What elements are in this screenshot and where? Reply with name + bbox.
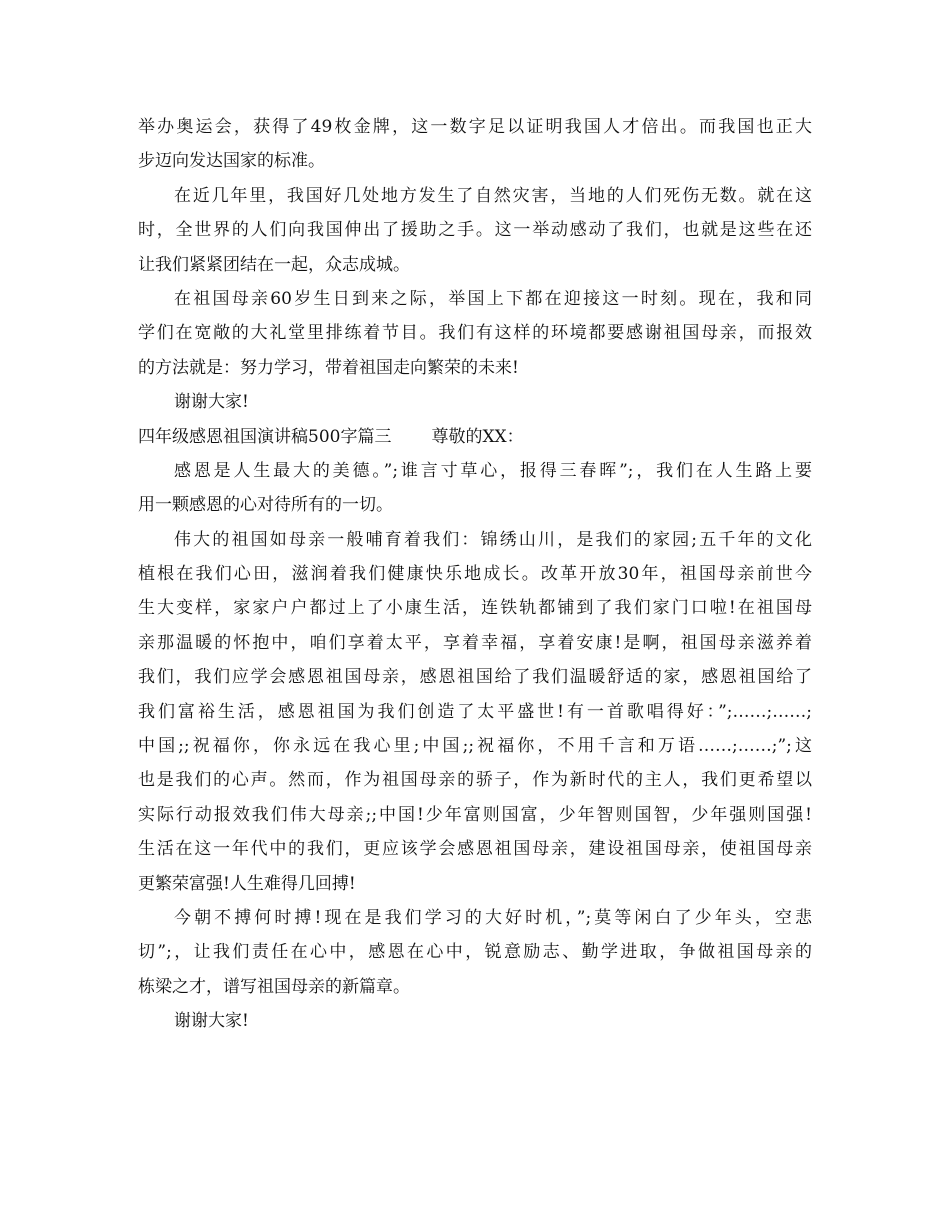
text-line: 让我们紧紧团结在一起，众志成城。 (138, 254, 410, 275)
text-line: 实际行动报效我们伟大母亲;;中国!少年富则国富，少年智则国智，少年强则国强! (138, 804, 812, 825)
text-line: 的方法就是：努力学习，带着祖国走向繁荣的未来! (138, 357, 519, 378)
paragraph-start-line: 今朝不搏何时搏!现在是我们学习的大好时机，”;莫等闲白了少年头，空悲 (174, 907, 812, 928)
paragraph-start-line: 伟大的祖国如母亲一般哺育着我们：锦绣山川，是我们的家园;五千年的文化 (174, 529, 812, 550)
text-line: 切”;，让我们责任在心中，感恩在心中，锐意励志、勤学进取，争做祖国母亲的 (138, 942, 812, 963)
text-line: 时，全世界的人们向我国伸出了援助之手。这一举动感动了我们，也就是这些在还 (138, 220, 812, 241)
text-line: 学们在宽敞的大礼堂里排练着节目。我们有这样的环境都要感谢祖国母亲，而报效 (138, 323, 812, 344)
section-title-line (138, 420, 812, 454)
text-line: 生活在这一年代中的我们，更应该学会感恩祖国母亲，建设祖国母亲，使祖国母亲 (138, 839, 812, 860)
document-body (138, 110, 812, 1039)
text-line: 亲那温暖的怀抱中，咱们享着太平，享着幸福，享着安康!是啊，祖国母亲滋养着 (138, 632, 812, 653)
section-title: 四年级感恩祖国演讲稿500字篇三 (138, 426, 392, 447)
paragraph-start-line: 感恩是人生最大的美德。”;谁言寸草心，报得三春晖”;，我们在人生路上要 (174, 460, 812, 481)
paragraph-start-line: 在祖国母亲60岁生日到来之际，举国上下都在迎接这一时刻。现在，我和同 (174, 288, 812, 309)
text-line: 生大变样，家家户户都过上了小康生活，连铁轨都铺到了我们家门口啦!在祖国母 (138, 598, 812, 619)
text-line: 更繁荣富强!人生难得几回搏! (138, 873, 356, 894)
closing-thanks: 谢谢大家! (174, 1011, 249, 1032)
paragraph-start-line: 在近几年里，我国好几处地方发生了自然灾害，当地的人们死伤无数。就在这 (174, 185, 812, 206)
closing-thanks: 谢谢大家! (174, 392, 249, 413)
text-line: 我们富裕生活，感恩祖国为我们创造了太平盛世!有一首歌唱得好：”;……;……; (138, 701, 812, 722)
text-line: 我们，我们应学会感恩祖国母亲，感恩祖国给了我们温暖舒适的家，感恩祖国给了 (138, 667, 812, 688)
text-line: 举办奥运会，获得了49枚金牌，这一数字足以证明我国人才倍出。而我国也正大 (138, 117, 812, 137)
text-line: 也是我们的心声。然而，作为祖国母亲的骄子，作为新时代的主人，我们更希望以 (138, 770, 812, 791)
salutation: 尊敬的XX： (431, 426, 524, 447)
text-line: 步迈向发达国家的标准。 (138, 151, 325, 172)
text-line: 植根在我们心田，滋润着我们健康快乐地成长。改革开放30年，祖国母亲前世今 (138, 564, 812, 585)
text-line: 栋梁之才，谱写祖国母亲的新篇章。 (138, 976, 410, 997)
text-line: 中国;;祝福你，你永远在我心里;中国;;祝福你，不用千言和万语……;……;”;这 (138, 736, 812, 757)
text-line: 用一颗感恩的心对待所有的一切。 (138, 495, 393, 516)
